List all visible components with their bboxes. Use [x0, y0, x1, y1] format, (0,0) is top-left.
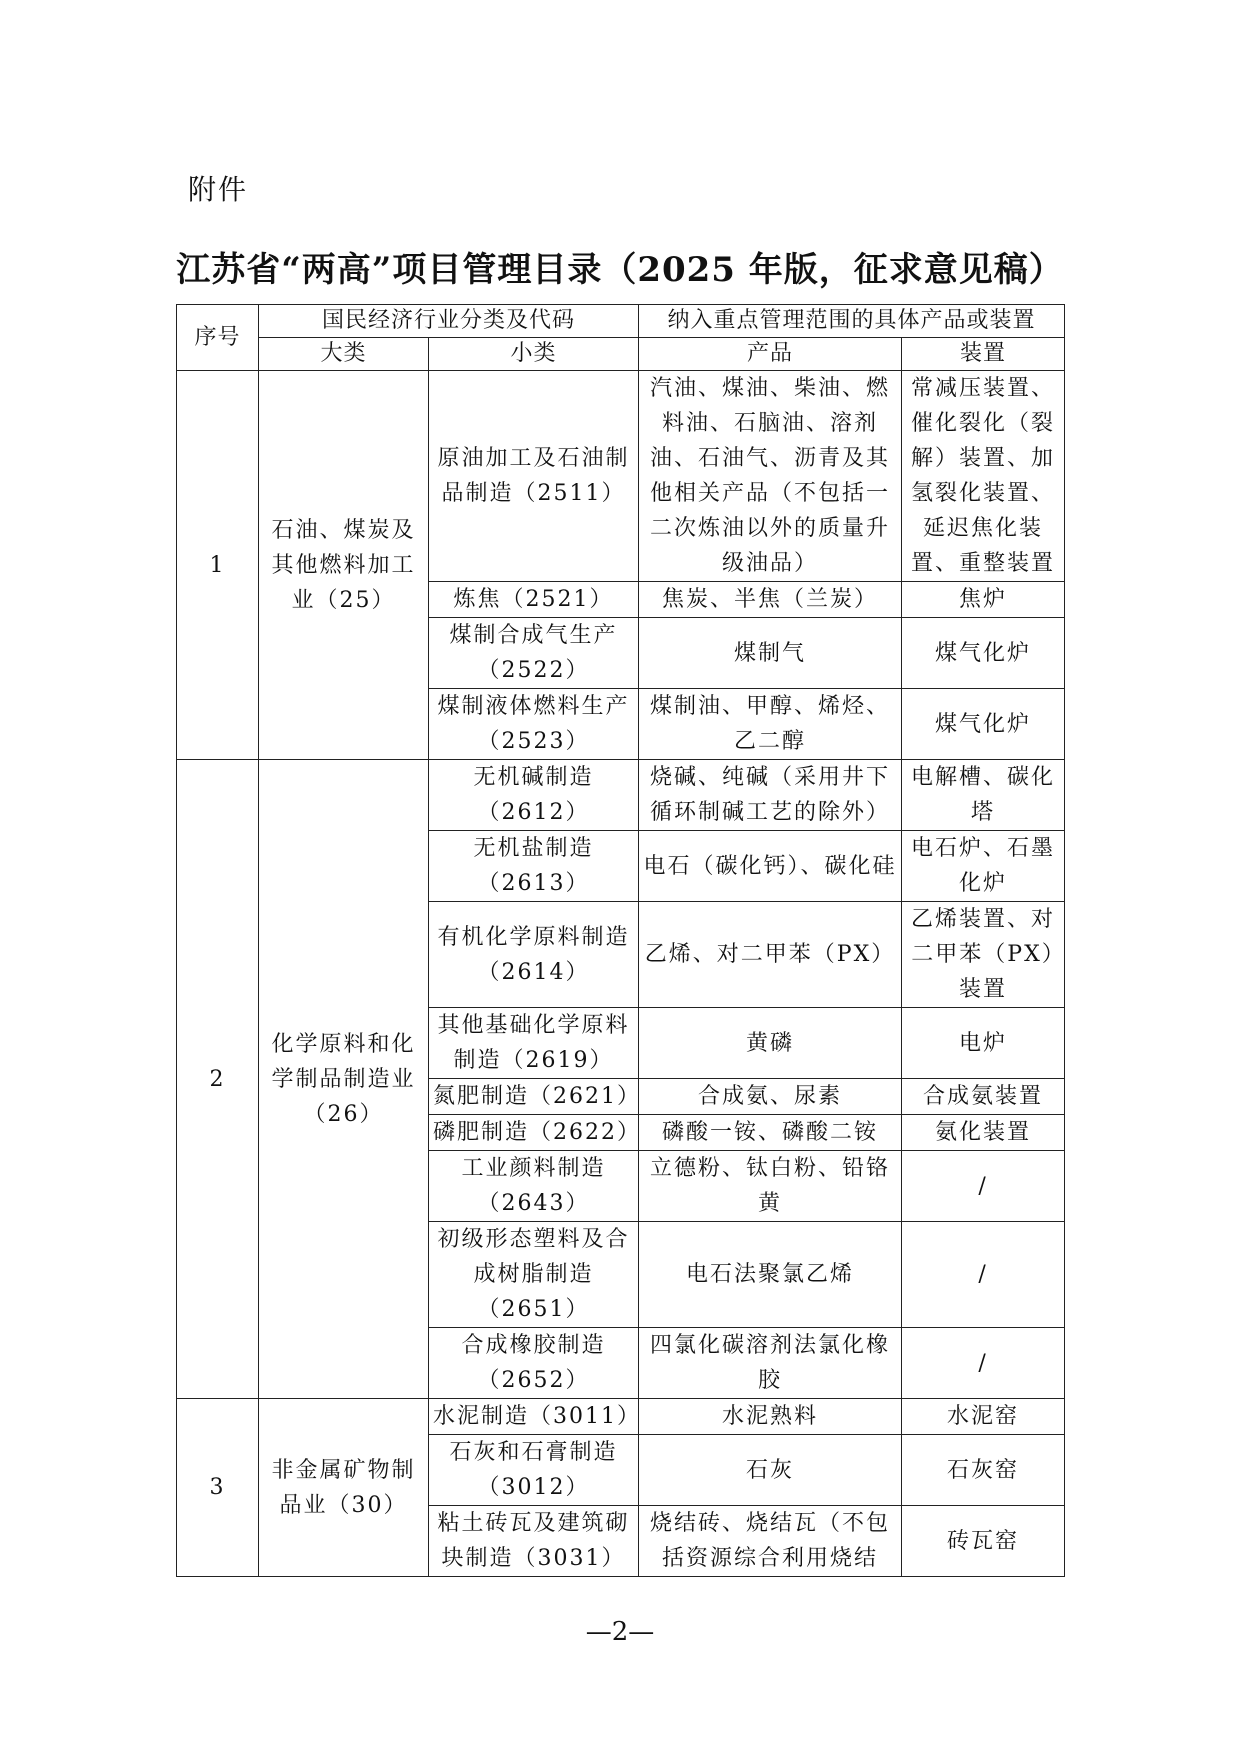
- minor-cell: 初级形态塑料及合成树脂制造（2651）: [429, 1222, 639, 1328]
- minor-cell: 粘土砖瓦及建筑砌块制造（3031）: [429, 1506, 639, 1577]
- product-cell: 合成氨、尿素: [639, 1079, 902, 1115]
- major-cell: 化学原料和化学制品制造业（26）: [259, 760, 429, 1399]
- catalog-table: [176, 304, 1065, 1577]
- device-cell: 合成氨装置: [902, 1079, 1065, 1115]
- minor-cell: 磷肥制造（2622）: [429, 1115, 639, 1151]
- minor-cell: 炼焦（2521）: [429, 582, 639, 618]
- document-title: 江苏省“两高”项目管理目录（2025 年版，征求意见稿）: [176, 250, 1064, 290]
- product-cell: 四氯化碳溶剂法氯化橡胶: [639, 1328, 902, 1399]
- table-row: [177, 371, 1065, 582]
- major-cell: 石油、煤炭及其他燃料加工业（25）: [259, 371, 429, 760]
- header-seq: 序号: [177, 305, 259, 371]
- header-industry-group: 国民经济行业分类及代码: [259, 305, 639, 338]
- product-cell: 电石法聚氯乙烯: [639, 1222, 902, 1328]
- product-cell: 煤制气: [639, 618, 902, 689]
- device-cell: 砖瓦窑: [902, 1506, 1065, 1577]
- major-cell: 非金属矿物制品业（30）: [259, 1399, 429, 1577]
- minor-cell: 氮肥制造（2621）: [429, 1079, 639, 1115]
- product-cell: 电石（碳化钙）、碳化硅: [639, 831, 902, 902]
- product-cell: 水泥熟料: [639, 1399, 902, 1435]
- header-row-sub: [177, 338, 1065, 371]
- device-cell: 常减压装置、催化裂化（裂解）装置、加氢裂化装置、延迟焦化装置、重整装置: [902, 371, 1065, 582]
- minor-cell: 无机碱制造（2612）: [429, 760, 639, 831]
- device-cell: 焦炉: [902, 582, 1065, 618]
- header-product: 产品: [639, 338, 902, 371]
- product-cell: 石灰: [639, 1435, 902, 1506]
- minor-cell: 石灰和石膏制造（3012）: [429, 1435, 639, 1506]
- header-row-top: [177, 305, 1065, 338]
- minor-cell: 有机化学原料制造（2614）: [429, 902, 639, 1008]
- seq-cell: 1: [177, 371, 259, 760]
- minor-cell: 其他基础化学原料制造（2619）: [429, 1008, 639, 1079]
- minor-cell: 工业颜料制造（2643）: [429, 1151, 639, 1222]
- minor-cell: 合成橡胶制造（2652）: [429, 1328, 639, 1399]
- device-cell: 电解槽、碳化塔: [902, 760, 1065, 831]
- table-row: [177, 760, 1065, 831]
- header-scope-group: 纳入重点管理范围的具体产品或装置: [639, 305, 1065, 338]
- product-cell: 煤制油、甲醇、烯烃、乙二醇: [639, 689, 902, 760]
- product-cell: 汽油、煤油、柴油、燃料油、石脑油、溶剂油、石油气、沥青及其他相关产品（不包括一二次炼油以外的质量升级油品）: [639, 371, 902, 582]
- minor-cell: 煤制合成气生产（2522）: [429, 618, 639, 689]
- device-cell: 煤气化炉: [902, 689, 1065, 760]
- device-cell: 电石炉、石墨化炉: [902, 831, 1065, 902]
- product-cell: 黄磷: [639, 1008, 902, 1079]
- product-cell: 磷酸一铵、磷酸二铵: [639, 1115, 902, 1151]
- product-cell: 乙烯、对二甲苯（PX）: [639, 902, 902, 1008]
- minor-cell: 无机盐制造（2613）: [429, 831, 639, 902]
- minor-cell: 原油加工及石油制品制造（2511）: [429, 371, 639, 582]
- device-cell: /: [902, 1151, 1065, 1222]
- seq-cell: 3: [177, 1399, 259, 1577]
- device-cell: 乙烯装置、对二甲苯（PX）装置: [902, 902, 1065, 1008]
- device-cell: 石灰窑: [902, 1435, 1065, 1506]
- device-cell: 氨化装置: [902, 1115, 1065, 1151]
- page-number: —2—: [585, 1617, 655, 1647]
- minor-cell: 水泥制造（3011）: [429, 1399, 639, 1435]
- device-cell: 煤气化炉: [902, 618, 1065, 689]
- header-device: 装置: [902, 338, 1065, 371]
- product-cell: 烧结砖、烧结瓦（不包括资源综合利用烧结: [639, 1506, 902, 1577]
- device-cell: /: [902, 1222, 1065, 1328]
- minor-cell: 煤制液体燃料生产（2523）: [429, 689, 639, 760]
- device-cell: /: [902, 1328, 1065, 1399]
- seq-cell: 2: [177, 760, 259, 1399]
- device-cell: 水泥窑: [902, 1399, 1065, 1435]
- header-major: 大类: [259, 338, 429, 371]
- device-cell: 电炉: [902, 1008, 1065, 1079]
- table-row: [177, 1399, 1065, 1435]
- product-cell: 焦炭、半焦（兰炭）: [639, 582, 902, 618]
- product-cell: 烧碱、纯碱（采用井下循环制碱工艺的除外）: [639, 760, 902, 831]
- header-minor: 小类: [429, 338, 639, 371]
- product-cell: 立德粉、钛白粉、铅铬黄: [639, 1151, 902, 1222]
- attachment-label: 附件: [188, 173, 249, 206]
